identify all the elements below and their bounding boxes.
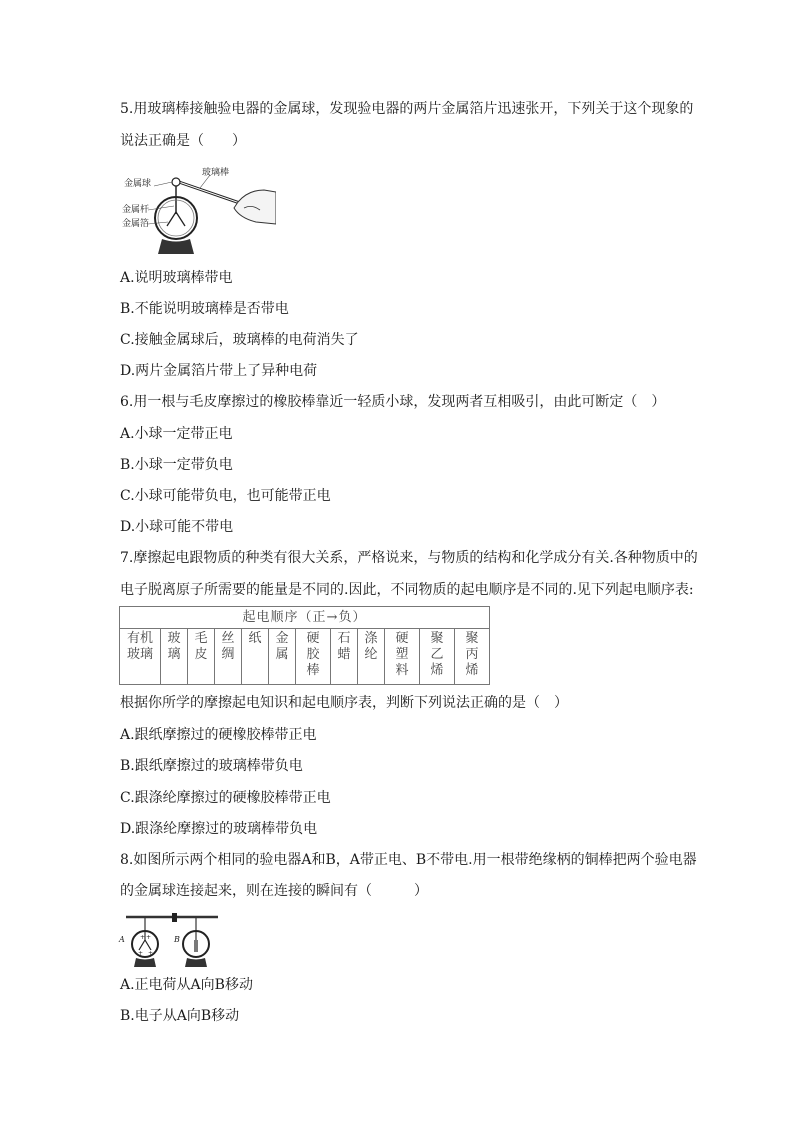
q8-option-a: A.正电荷从A向B移动 bbox=[120, 977, 253, 993]
material-cell bbox=[358, 629, 385, 685]
q5-label-metal-ball: 金属球 bbox=[124, 179, 152, 189]
q7-option-c: C.跟涤纶摩擦过的硬橡胶棒带正电 bbox=[120, 790, 331, 806]
material-cell bbox=[161, 629, 188, 685]
material-text: 有机 bbox=[126, 631, 153, 646]
material-text: 纸 bbox=[248, 631, 262, 646]
q8-label-a: A bbox=[119, 935, 125, 944]
q5-label-metal-rod: 金属杆 bbox=[122, 205, 150, 215]
material-text: 金 bbox=[275, 631, 289, 646]
q7-option-d: D.跟涤纶摩擦过的玻璃棒带负电 bbox=[120, 821, 318, 837]
material-text: 烯 bbox=[465, 663, 479, 678]
q7-option-a: A.跟纸摩擦过的硬橡胶棒带正电 bbox=[120, 727, 317, 743]
material-cell bbox=[242, 629, 269, 685]
svg-text:+: + bbox=[146, 934, 152, 941]
material-cell bbox=[296, 629, 331, 685]
q8-option-b: B.电子从A向B移动 bbox=[120, 1008, 240, 1024]
q8-label-b: B bbox=[174, 935, 180, 944]
material-cell bbox=[385, 629, 420, 685]
material-text: 蜡 bbox=[337, 647, 351, 662]
q5-option-b: B.不能说明玻璃棒是否带电 bbox=[120, 301, 289, 317]
material-text: 纶 bbox=[364, 647, 378, 662]
material-text: 丙 bbox=[465, 647, 479, 662]
material-cell bbox=[269, 629, 296, 685]
q8-stem-line2: 的金属球连接起来，则在连接的瞬间有（ ） bbox=[120, 883, 428, 899]
material-text: 石 bbox=[337, 631, 351, 646]
q5-option-a: A.说明玻璃棒带电 bbox=[120, 270, 233, 286]
svg-text:+: + bbox=[138, 950, 144, 957]
material-row bbox=[120, 629, 490, 685]
material-text: 硬 bbox=[395, 631, 409, 646]
material-text: 塑 bbox=[395, 647, 409, 662]
q7-option-b: B.跟纸摩擦过的玻璃棒带负电 bbox=[120, 758, 303, 774]
material-cell bbox=[420, 629, 455, 685]
material-cell bbox=[188, 629, 215, 685]
material-cell bbox=[331, 629, 358, 685]
material-cell bbox=[455, 629, 490, 685]
triboelectric-series-table bbox=[119, 606, 490, 685]
material-text: 毛 bbox=[194, 631, 208, 646]
q6-option-c: C.小球可能带负电，也可能带正电 bbox=[120, 488, 331, 504]
material-cell bbox=[120, 629, 161, 685]
material-text: 烯 bbox=[430, 663, 444, 678]
q5-stem-line2: 说法正确是（ ） bbox=[120, 133, 246, 149]
material-text: 胶 bbox=[306, 647, 320, 662]
material-text: 玻璃 bbox=[126, 647, 153, 662]
material-text: 乙 bbox=[430, 647, 444, 662]
q7-stem-line1: 7.摩擦起电跟物质的种类有很大关系，严格说来，与物质的结构和化学成分有关.各种物质中的 bbox=[120, 550, 698, 566]
material-text: 绸 bbox=[221, 647, 235, 662]
svg-text:+: + bbox=[148, 950, 154, 957]
material-text: 玻 bbox=[167, 631, 181, 646]
material-text: 涤 bbox=[364, 631, 378, 646]
material-cell bbox=[215, 629, 242, 685]
material-text: 属 bbox=[275, 647, 289, 662]
material-text: 聚 bbox=[465, 631, 479, 646]
q7-stem-line2: 电子脱离原子所需要的能量是不同的.因此，不同物质的起电顺序是不同的.见下列起电顺序表: bbox=[120, 582, 694, 598]
q6-stem: 6.用一根与毛皮摩擦过的橡胶棒靠近一轻质小球，发现两者互相吸引，由此可断定（ ） bbox=[120, 394, 666, 410]
material-text: 丝 bbox=[221, 631, 235, 646]
svg-text:+: + bbox=[140, 934, 146, 941]
q6-option-a: A.小球一定带正电 bbox=[120, 426, 233, 442]
q5-option-c: C.接触金属球后，玻璃棒的电荷消失了 bbox=[120, 332, 359, 348]
q5-stem-line1: 5.用玻璃棒接触验电器的金属球，发现验电器的两片金属箔片迅速张开，下列关于这个现象的 bbox=[120, 101, 694, 117]
q5-label-metal-foil: 金属箔 bbox=[122, 219, 150, 229]
material-text: 料 bbox=[395, 663, 409, 678]
material-text: 璃 bbox=[167, 647, 181, 662]
material-text: 硬 bbox=[306, 631, 320, 646]
q5-electroscope-figure bbox=[120, 164, 276, 260]
material-text: 聚 bbox=[430, 631, 444, 646]
q5-label-glass-rod: 玻璃棒 bbox=[202, 168, 230, 178]
q5-option-d: D.两片金属箔片带上了异种电荷 bbox=[120, 363, 318, 379]
q6-option-b: B.小球一定带负电 bbox=[120, 457, 233, 473]
material-text: 皮 bbox=[194, 647, 208, 662]
q6-option-d: D.小球可能不带电 bbox=[120, 519, 234, 535]
table-title: 起电顺序（正→负） bbox=[120, 607, 490, 629]
q8-stem-line1: 8.如图所示两个相同的验电器A和B，A带正电、B不带电.用一根带绝缘柄的铜棒把两个验电器 bbox=[120, 852, 697, 868]
material-text: 棒 bbox=[306, 663, 320, 678]
q7-question: 根据你所学的摩擦起电知识和起电顺序表，判断下列说法正确的是（ ） bbox=[120, 695, 568, 711]
q8-two-electroscopes-figure bbox=[118, 912, 220, 968]
